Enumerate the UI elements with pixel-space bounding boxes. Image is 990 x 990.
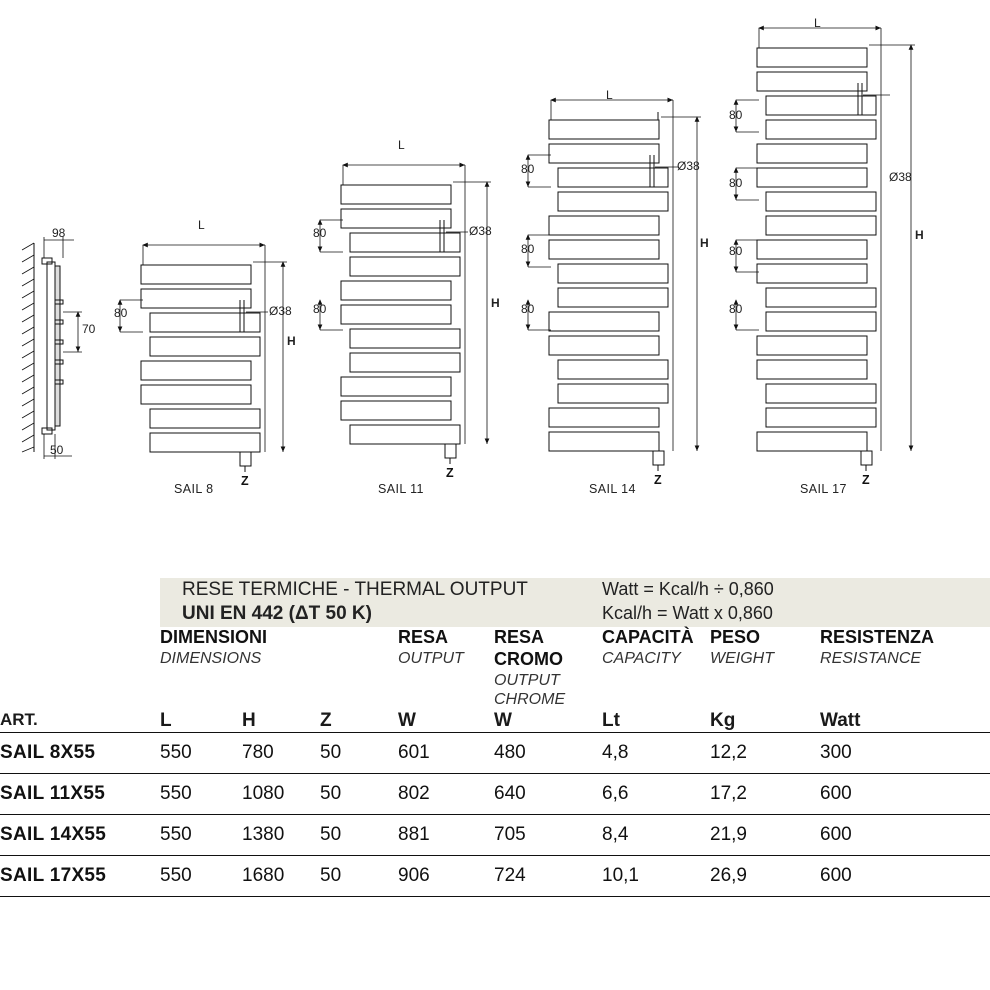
row-w: 906 [398, 855, 494, 896]
row-art: SAIL 8X55 [0, 732, 160, 773]
sail-11-spacing-label-2: 80 [313, 302, 327, 316]
header-dimensions [160, 627, 398, 710]
sail-17-spacing-label-4: 80 [729, 302, 743, 316]
row-h: 780 [242, 732, 320, 773]
sail-8-L-label: L [198, 218, 205, 232]
sail-14-Z-label: Z [654, 473, 662, 487]
model-sail-17 [736, 28, 915, 471]
banner-conversion-cell [602, 578, 990, 627]
row-kg: 12,2 [710, 732, 820, 773]
header-resistance-en: RESISTANCE [820, 649, 922, 667]
row-kg: 26,9 [710, 855, 820, 896]
table-row [0, 732, 990, 773]
sail-14-L-label: L [606, 88, 613, 102]
header-capacity-it: CAPACITÀ [602, 626, 694, 647]
side-view [22, 237, 82, 459]
row-l: 550 [160, 732, 242, 773]
header-weight [710, 627, 820, 710]
row-art: SAIL 14X55 [0, 814, 160, 855]
header-dimensions-it: DIMENSIONI [160, 626, 268, 647]
table-row [0, 855, 990, 896]
unit-z: Z [320, 710, 398, 733]
sail-11-model-label: SAIL 11 [378, 482, 424, 496]
row-wc: 705 [494, 814, 602, 855]
row-z: 50 [320, 814, 398, 855]
sail-17-Z-label: Z [862, 473, 870, 487]
table-header-row [0, 627, 990, 710]
header-capacity-en: CAPACITY [602, 649, 681, 667]
sail-17-spacing-label-1: 80 [729, 108, 743, 122]
row-lt: 6,6 [602, 773, 710, 814]
sail-17-spacing-label-2: 80 [729, 176, 743, 190]
sail-11-spacing-label-1: 80 [313, 226, 327, 240]
row-w: 881 [398, 814, 494, 855]
sail-8-model-label: SAIL 8 [174, 482, 214, 496]
banner-line2: UNI EN 442 (ΔT 50 K) [182, 603, 372, 625]
row-lt: 4,8 [602, 732, 710, 773]
sail-17-model-label: SAIL 17 [800, 482, 847, 496]
table-row [0, 773, 990, 814]
row-l: 550 [160, 773, 242, 814]
unit-art: ART. [0, 710, 160, 733]
sail-14-model-label: SAIL 14 [589, 482, 636, 496]
row-kg: 17,2 [710, 773, 820, 814]
row-h: 1380 [242, 814, 320, 855]
model-sail-11 [320, 165, 491, 464]
sail-8-diameter-label: Ø38 [269, 304, 292, 318]
header-output-chrome-en: OUTPUT CHROME [494, 671, 566, 709]
sail-11-H-label: H [491, 296, 500, 310]
row-kg: 21,9 [710, 814, 820, 855]
sail-8-spacing-label: 80 [114, 306, 128, 320]
row-z: 50 [320, 732, 398, 773]
model-sail-14 [528, 100, 701, 471]
sail-14-diameter-label: Ø38 [677, 159, 700, 173]
header-capacity [602, 627, 710, 710]
sail-11-L-label: L [398, 138, 405, 152]
header-output-it: RESA [398, 626, 449, 647]
row-art: SAIL 11X55 [0, 773, 160, 814]
sail-14-spacing-label-2: 80 [521, 242, 535, 256]
side-depth-label: 98 [52, 226, 66, 240]
header-weight-it: PESO [710, 626, 761, 647]
header-output-chrome [494, 627, 602, 710]
row-w: 601 [398, 732, 494, 773]
thermal-output-banner [0, 578, 990, 627]
row-z: 50 [320, 773, 398, 814]
unit-watt: Watt [820, 710, 990, 733]
model-sail-8 [120, 245, 287, 472]
specification-table [0, 578, 990, 897]
sail-8-Z-label: Z [241, 474, 249, 488]
row-watt: 600 [820, 814, 990, 855]
row-l: 550 [160, 814, 242, 855]
row-h: 1080 [242, 773, 320, 814]
conversion-watt: Watt = Kcal/h ÷ 0,860 [602, 579, 774, 599]
row-wc: 480 [494, 732, 602, 773]
sail-17-H-label: H [915, 228, 924, 242]
banner-line1: RESE TERMICHE - THERMAL OUTPUT [182, 579, 528, 600]
header-resistance [820, 627, 990, 710]
sail-14-H-label: H [700, 236, 709, 250]
unit-l: L [160, 710, 242, 733]
row-watt: 600 [820, 773, 990, 814]
sail-11-Z-label: Z [446, 466, 454, 480]
row-watt: 300 [820, 732, 990, 773]
conversion-kcal: Kcal/h = Watt x 0,860 [602, 602, 773, 623]
row-lt: 10,1 [602, 855, 710, 896]
header-output [398, 627, 494, 710]
sail-8-H-label: H [287, 334, 296, 348]
row-h: 1680 [242, 855, 320, 896]
row-w: 802 [398, 773, 494, 814]
header-output-en: OUTPUT [398, 649, 464, 667]
row-wc: 724 [494, 855, 602, 896]
table-units-row [0, 710, 990, 733]
row-wc: 640 [494, 773, 602, 814]
unit-lt: Lt [602, 710, 710, 733]
unit-kg: Kg [710, 710, 820, 733]
row-art: SAIL 17X55 [0, 855, 160, 896]
spec-table [0, 578, 990, 897]
header-resistance-it: RESISTENZA [820, 626, 935, 647]
banner-title-cell [160, 578, 602, 627]
sail-17-spacing-label-3: 80 [729, 244, 743, 258]
side-base-label: 50 [50, 443, 64, 457]
table-row [0, 814, 990, 855]
header-weight-en: WEIGHT [710, 649, 775, 667]
header-dimensions-en: DIMENSIONS [160, 649, 262, 667]
sail-14-spacing-label-1: 80 [521, 162, 535, 176]
side-bracket-label: 70 [82, 322, 96, 336]
sail-17-diameter-label: Ø38 [889, 170, 912, 184]
unit-w: W [398, 710, 494, 733]
sail-14-spacing-label-3: 80 [521, 302, 535, 316]
row-l: 550 [160, 855, 242, 896]
row-watt: 600 [820, 855, 990, 896]
header-blank [0, 627, 160, 710]
sail-11-diameter-label: Ø38 [469, 224, 492, 238]
row-z: 50 [320, 855, 398, 896]
row-lt: 8,4 [602, 814, 710, 855]
unit-h: H [242, 710, 320, 733]
header-output-chrome-it: RESA CROMO [494, 626, 563, 669]
unit-w-chrome: W [494, 710, 602, 733]
sail-17-L-label: L [814, 16, 821, 30]
